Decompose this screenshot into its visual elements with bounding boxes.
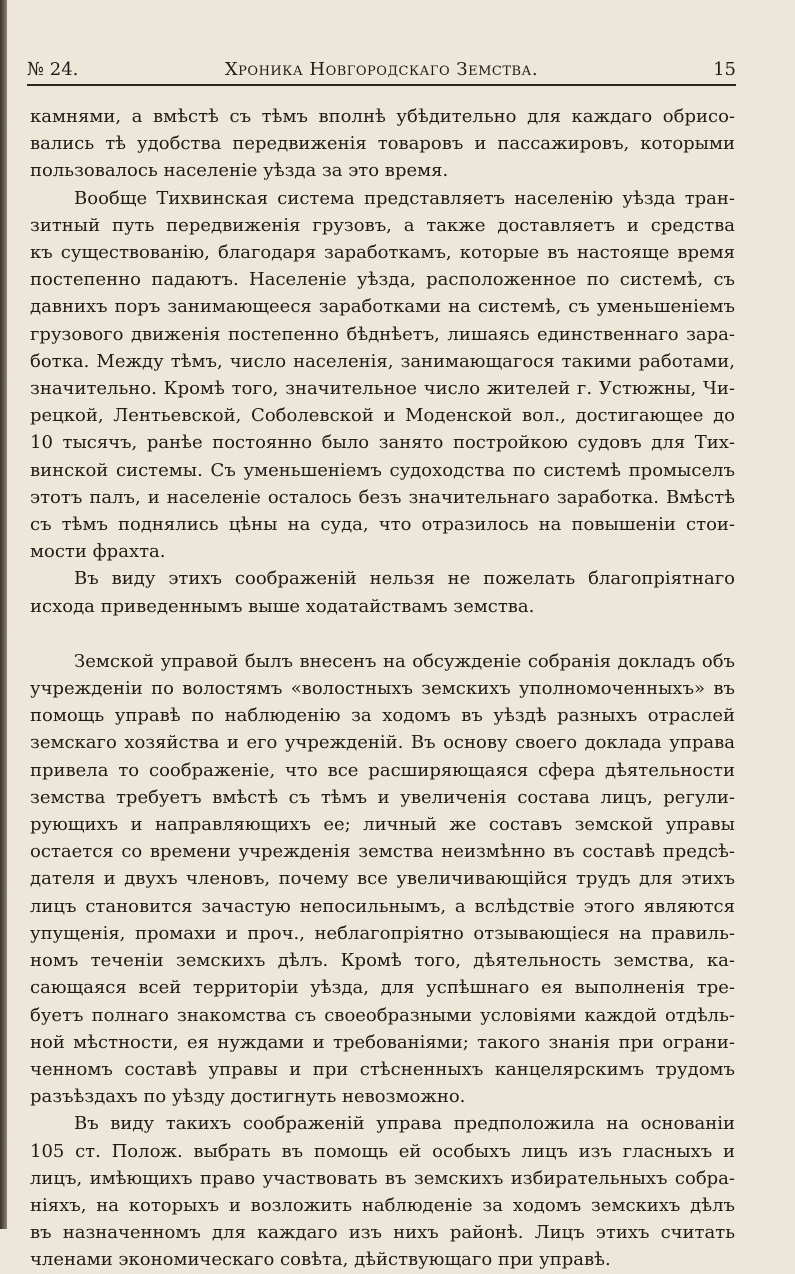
text-line: 105 ст. Полож. выбрать въ помощь ей особыхъ лицъ изъ гласныхъ и [30,1140,735,1162]
text-line: къ существованію, благодаря заработкамъ, которые въ настояще время [30,242,735,264]
text-line: этотъ палъ, и населеніе осталось безъ значительнаго заработка. Вмѣстѣ [30,486,735,508]
text-line: грузового движенія постепенно бѣднѣетъ, лишаясь единственнаго зара- [30,323,735,345]
text-line: ченномъ составѣ управы и при стѣсненныхъ канцелярскимъ трудомъ [30,1058,735,1080]
section-break [30,620,735,648]
page-number: 15 [713,59,736,80]
book-spine-shadow [0,0,7,1229]
journal-title: Хроника Новгородскаго Земства. [224,59,539,80]
text-line: учрежденіи по волостямъ «волостныхъ земскихъ уполномоченныхъ» въ [30,678,735,700]
text-line: значительно. Кромѣ того, значительное число жителей г. Устюжны, Чи- [30,378,735,400]
text-line: привела то соображеніе, что все расширяющаяся сфера дѣятельности [30,759,735,781]
text-line: буетъ полнаго знакомства съ своеобразными условіями каждой отдѣль- [30,1004,735,1026]
text-line: рецкой, Лентьевской, Соболевской и Моденской вол., достигающее до [30,405,735,427]
text-line: постепенно падаютъ. Населеніе уѣзда, расположенное по системѣ, съ [30,269,735,291]
text-line: мости фрахта. [30,541,166,563]
text-line: ніяхъ, на которыхъ и возложить наблюденіе за ходомъ земскихъ дѣлъ [30,1194,735,1216]
text-line: зитный путь передвиженія грузовъ, а также доставляетъ и средства [30,214,735,236]
text-line: винской системы. Съ уменьшеніемъ судоходства по системѣ промыселъ [30,459,735,481]
text-line: вались тѣ удобства передвиженія товаровъ и пассажировъ, которыми [30,133,735,155]
text-line: земскаго хозяйства и его учрежденій. Въ основу своего доклада управа [30,732,735,754]
text-line: исхода приведеннымъ выше ходатайствамъ земства. [30,595,535,617]
text-line: въ назначенномъ для каждаго изъ нихъ районѣ. Лицъ этихъ считать [30,1222,735,1244]
text-line: помощь управѣ по наблюденію за ходомъ въ уѣздѣ разныхъ отраслей [30,705,735,727]
text-line: упущенія, промахи и проч., неблагопріятно отзывающіеся на правиль- [30,922,735,944]
text-line: Земской управой былъ внесенъ на обсужденіе собранія докладъ объ [74,650,735,672]
text-line: съ тѣмъ поднялись цѣны на суда, что отразилось на повышеніи стои- [30,514,735,536]
text-line: пользовалось населеніе уѣзда за это время. [30,160,449,182]
text-line: остается со времени учрежденія земства неизмѣнно въ составѣ предсѣ- [30,841,735,863]
text-line: 10 тысячъ, ранѣе постоянно было занято постройкою судовъ для Тих- [30,432,735,454]
text-line: давнихъ поръ занимающееся заработками на системѣ, съ уменьшеніемъ [30,296,735,318]
text-line: лицъ становится зачастую непосильнымъ, а вслѣдствіе этого являются [30,895,735,917]
text-line: ботка. Между тѣмъ, число населенія, занимающагося такими работами, [30,350,735,372]
header-rule [27,84,736,86]
text-line: сающаяся всей территоріи уѣзда, для успѣшнаго ея выполненія тре- [30,977,735,999]
text-line: земства требуетъ вмѣстѣ съ тѣмъ и увеличенія состава лицъ, регули- [30,786,735,808]
page-body [30,103,735,1274]
text-line: лицъ, имѣющихъ право участвовать въ земскихъ избирательныхъ собра- [30,1167,735,1189]
text-line: Вообще Тихвинская система представляетъ населенію уѣзда тран- [74,187,735,209]
text-line: Въ виду такихъ соображеній управа предположила на основаніи [74,1113,735,1135]
text-line: разъѣздахъ по уѣзду достигнуть невозможно. [30,1086,466,1108]
text-line: рующихъ и направляющихъ ее; личный же составъ земской управы [30,814,735,836]
text-line: членами экономическаго совѣта, дѣйствующаго при управѣ. [30,1249,611,1271]
issue-number: № 24. [27,59,79,80]
text-line: камнями, а вмѣстѣ съ тѣмъ вполнѣ убѣдительно для каждаго обрисо- [30,106,735,127]
text-line: ной мѣстности, ея нуждами и требованіями; такого знанія при ограни- [30,1031,735,1053]
text-line: дателя и двухъ членовъ, почему все увеличивающійся трудъ для этихъ [30,868,735,890]
text-line: Въ виду этихъ соображеній нельзя не пожелать благопріятнаго [74,568,735,590]
text-line: номъ теченіи земскихъ дѣлъ. Кромѣ того, дѣятельность земства, ка- [30,950,735,972]
